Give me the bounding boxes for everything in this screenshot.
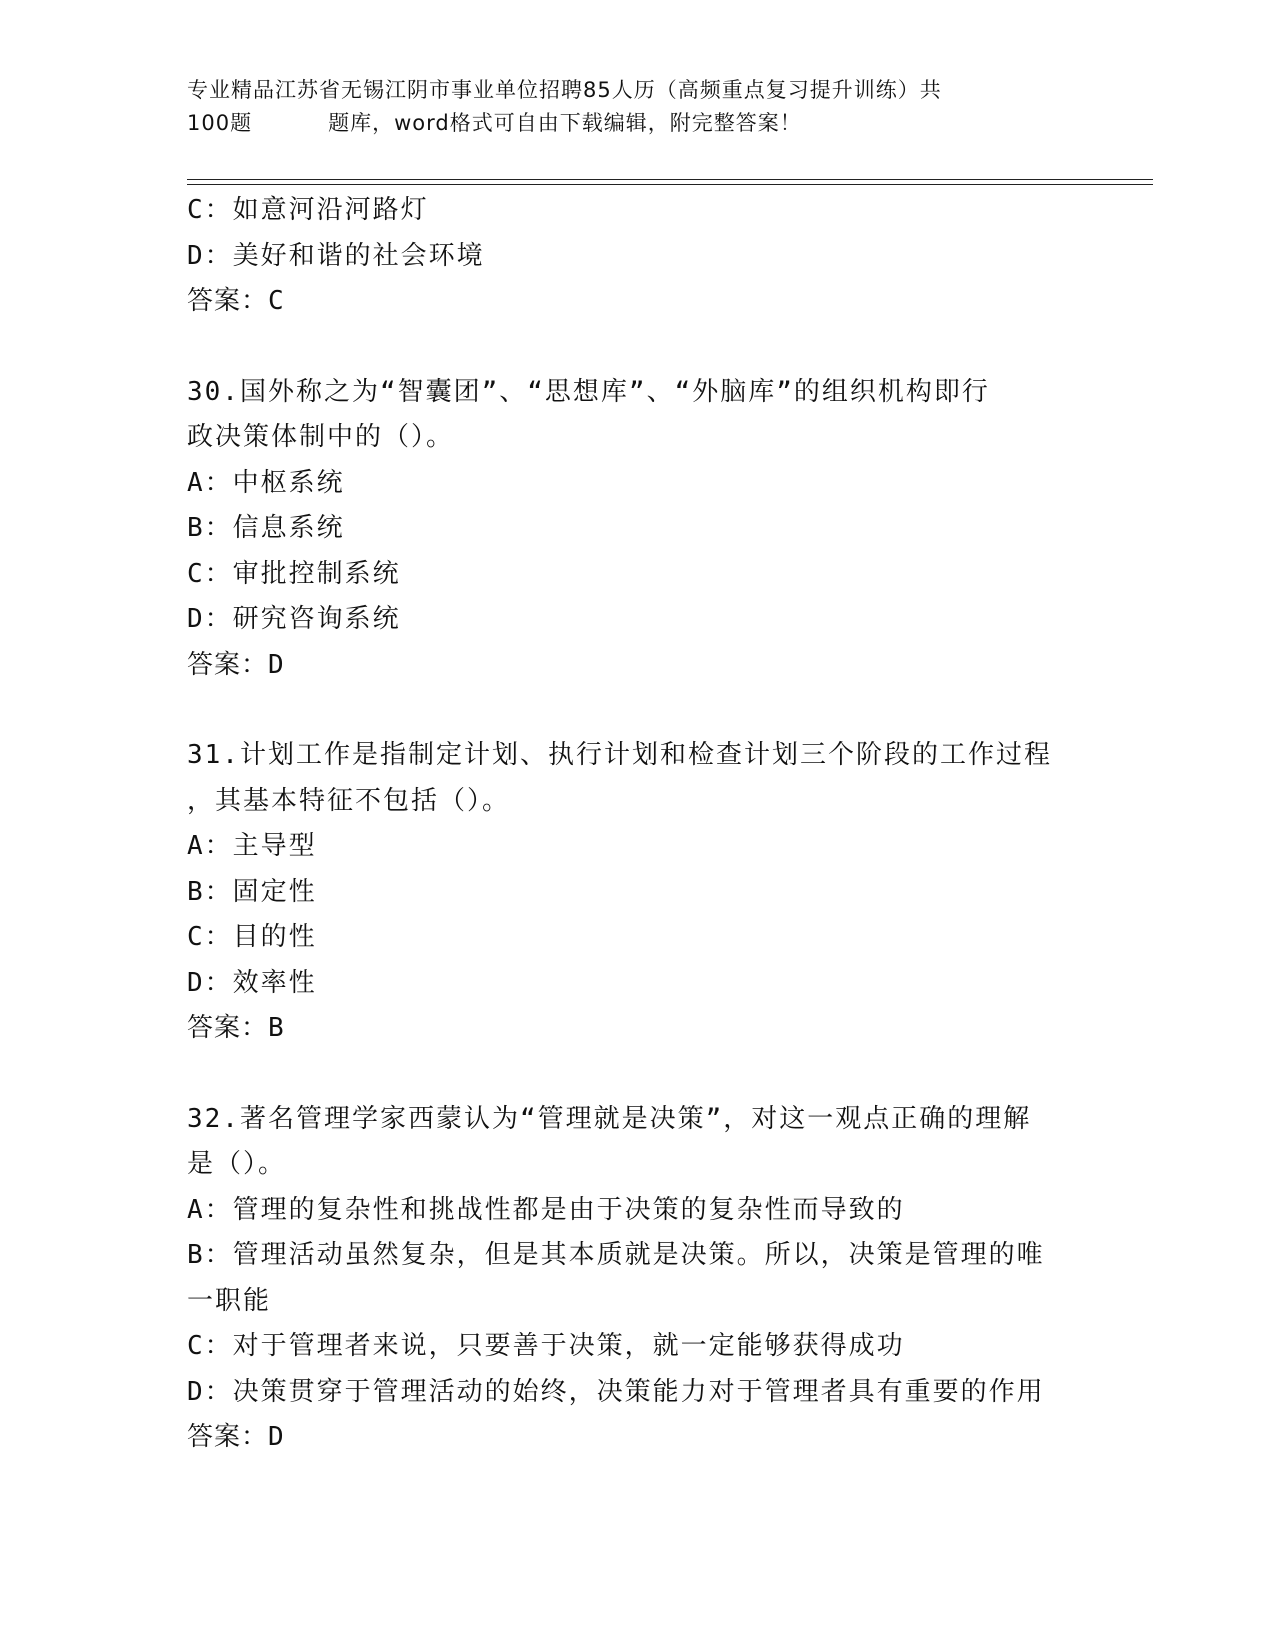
option-b: B：管理活动虽然复杂，但是其本质就是决策。所以，决策是管理的唯 — [187, 1240, 1045, 1270]
header-line-1: 专业精品江苏省无锡江阴市事业单位招聘85人历（高频重点复习提升训练）共 — [187, 78, 942, 102]
question-30 — [187, 370, 1087, 689]
header-description: 题库，word格式可自由下载编辑，附完整答案！ — [328, 111, 802, 135]
option-a: A：主导型 — [187, 831, 317, 861]
answer-line — [187, 279, 1087, 325]
question-stem-line: 是（）。 — [187, 1149, 287, 1179]
option-b: B：固定性 — [187, 876, 317, 907]
question-stem-line: 32.著名管理学家西蒙认为“管理就是决策”，对这一观点正确的理解 — [187, 1103, 1032, 1134]
option-d: D：美好和谐的社会环境 — [187, 240, 485, 271]
answer-value: D — [268, 1422, 285, 1452]
question-stem-line: 政决策体制中的（）。 — [187, 422, 455, 452]
document-header — [187, 74, 1087, 140]
header-divider-bottom — [187, 184, 1153, 185]
header-count: 100题 — [187, 111, 253, 135]
question-stem-line: 30.国外称之为“智囊团”、“思想库”、“外脑库”的组织机构即行 — [187, 376, 990, 407]
question-31 — [187, 733, 1087, 1052]
answer-label: 答案： — [187, 286, 269, 316]
option-d: D：效率性 — [187, 967, 317, 998]
option-d: D：研究咨询系统 — [187, 604, 401, 634]
answer-line — [187, 1415, 1087, 1461]
question-list — [187, 188, 1087, 1461]
question-32 — [187, 1097, 1087, 1461]
option-b-continued: 一职能 — [187, 1285, 272, 1316]
answer-label: 答案： — [187, 1013, 269, 1043]
question-29-continued — [187, 188, 1087, 325]
option-b: B：信息系统 — [187, 513, 345, 543]
answer-value: B — [268, 1013, 285, 1043]
answer-label: 答案： — [187, 1422, 269, 1452]
answer-label: 答案： — [187, 649, 269, 680]
option-a: A：管理的复杂性和挑战性都是由于决策的复杂性而导致的 — [187, 1194, 905, 1225]
header-line-2 — [187, 107, 1087, 140]
header-divider-top — [187, 179, 1153, 180]
option-a: A：中枢系统 — [187, 467, 345, 498]
option-c: C：对于管理者来说，只要善于决策，就一定能够获得成功 — [187, 1331, 905, 1361]
option-c: C：审批控制系统 — [187, 558, 401, 589]
option-c: C：目的性 — [187, 922, 317, 952]
answer-value: D — [268, 649, 285, 680]
question-stem-line: ，其基本特征不包括（）。 — [187, 785, 511, 816]
option-c: C：如意河沿河路灯 — [187, 195, 429, 225]
answer-line — [187, 643, 1087, 689]
option-d: D：决策贯穿于管理活动的始终，决策能力对于管理者具有重要的作用 — [187, 1376, 1045, 1407]
answer-value: C — [268, 286, 285, 316]
question-stem-line: 31.计划工作是指制定计划、执行计划和检查计划三个阶段的工作过程 — [187, 740, 1052, 770]
answer-line — [187, 1006, 1087, 1052]
